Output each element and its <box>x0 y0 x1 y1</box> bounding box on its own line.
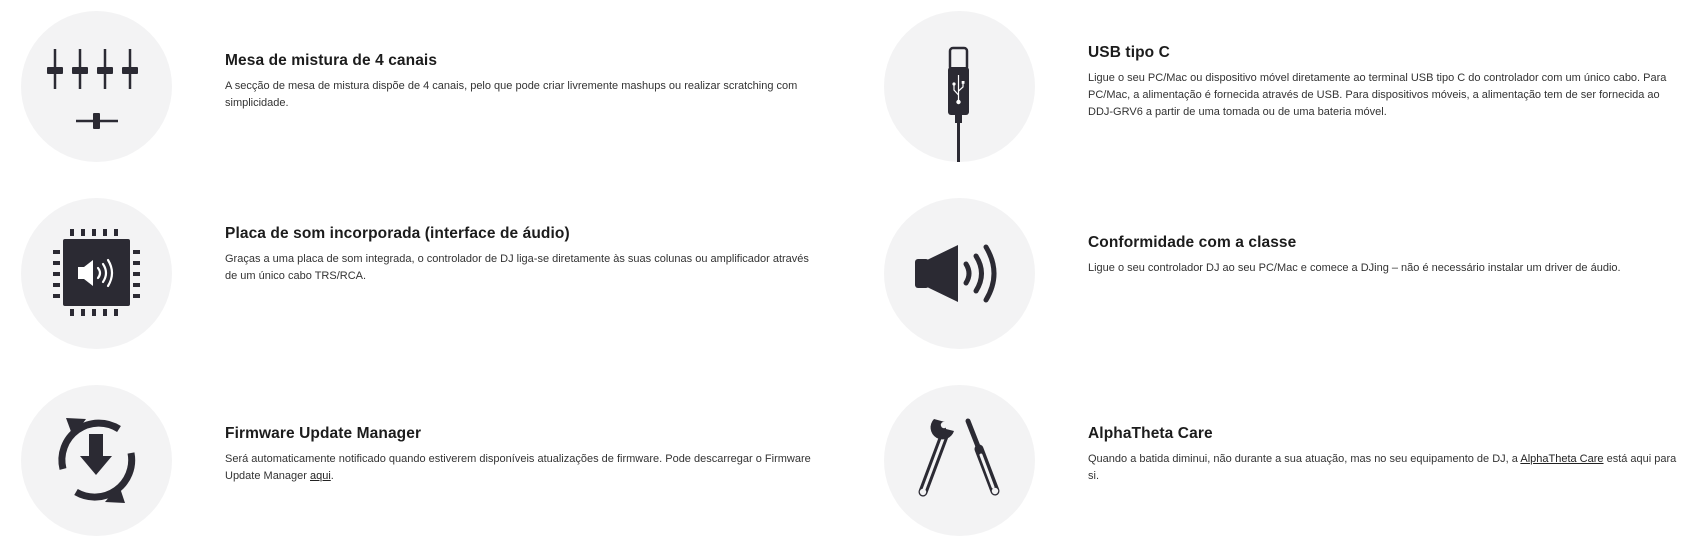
tools-icon <box>884 385 1035 536</box>
firmware-update-icon <box>21 385 172 536</box>
feature-description: Ligue o seu PC/Mac ou dispositivo móvel diretamente ao terminal USB tipo C do controlador com um único cabo. Para PC/Mac, a alimentação é fornecida através de USB. Para dispositivos móveis, a alimentação tem de ser fornecida ao DDJ-GRV6 a partir de uma tomada ou de uma bateria móvel. <box>1088 72 1667 118</box>
speaker-icon <box>884 198 1035 349</box>
feature-firmware-update <box>0 374 840 534</box>
feature-icon-circle <box>884 198 1035 349</box>
feature-sound-card <box>0 187 840 347</box>
feature-icon-circle <box>21 198 172 349</box>
feature-description: Graças a uma placa de som integrada, o controlador de DJ liga-se diretamente às suas colunas ou amplificador através de um único cabo TRS/RCA. <box>225 253 809 282</box>
feature-title: Firmware Update Manager <box>225 425 422 442</box>
feature-description: Será automaticamente notificado quando estiverem disponíveis atualizações de firmware. Pode descarregar o Firmware Update Manager aqui. <box>225 453 811 482</box>
feature-title: AlphaTheta Care <box>1088 425 1213 442</box>
sound-card-chip-icon <box>21 198 172 349</box>
feature-icon-circle <box>21 385 172 536</box>
mixer-faders-icon <box>21 11 172 162</box>
feature-icon-circle <box>884 11 1035 162</box>
feature-alphatheta-care <box>863 374 1686 534</box>
feature-description: A secção de mesa de mistura dispõe de 4 canais, pelo que pode criar livremente mashups ou realizar scratching com simplicidade. <box>225 80 798 109</box>
feature-description: Ligue o seu controlador DJ ao seu PC/Mac e comece a DJing – não é necessário instalar um driver de áudio. <box>1088 262 1621 274</box>
feature-icon-circle <box>21 11 172 162</box>
usb-c-cable-icon <box>884 11 1035 162</box>
feature-description: Quando a batida diminui, não durante a sua atuação, mas no seu equipamento de DJ, a AlphaTheta Care está aqui para si. <box>1088 453 1677 482</box>
feature-mixer <box>0 0 840 160</box>
firmware-download-link[interactable]: aqui <box>310 470 331 482</box>
feature-usb-c <box>863 0 1686 160</box>
alphatheta-care-link[interactable]: AlphaTheta Care <box>1520 453 1604 465</box>
feature-icon-circle <box>884 385 1035 536</box>
feature-title: USB tipo C <box>1088 44 1170 61</box>
feature-title: Placa de som incorporada (interface de áudio) <box>225 225 570 242</box>
feature-title: Mesa de mistura de 4 canais <box>225 52 438 69</box>
feature-title: Conformidade com a classe <box>1088 234 1297 251</box>
feature-class-compliance <box>863 187 1686 347</box>
